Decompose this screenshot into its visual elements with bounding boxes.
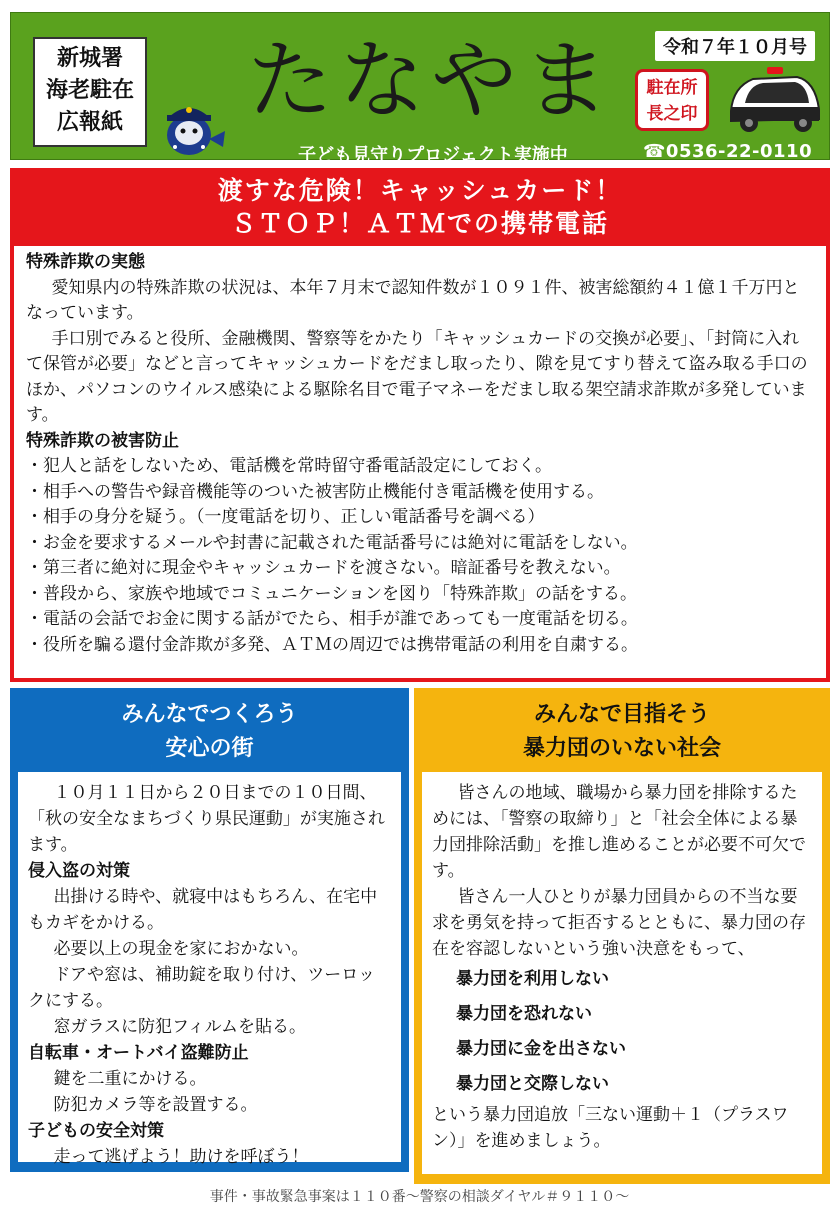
list-item: ・普段から、家族や地域でコミュニケーションを図り「特殊詐欺」の話をする。 xyxy=(26,583,637,604)
list-item: ・お金を要求するメールや封書に記載された電話番号には絶対に電話をしない。 xyxy=(26,532,638,553)
list-item: 防犯カメラ等を設置する。 xyxy=(53,1095,258,1115)
safe-town-heading xyxy=(14,692,405,768)
anti-gang-panel xyxy=(414,688,830,1184)
anti-gang-heading xyxy=(418,692,826,768)
paragraph: 愛知県内の特殊詐欺の状況は、本年７月末で認知件数が１０９１件、被害総額約４１億１千万円となっています。 xyxy=(26,277,800,323)
list-item: ドアや窓は、補助錠を取り付け、ツーロックにする。 xyxy=(28,965,375,1011)
police-mascot-icon xyxy=(153,83,233,163)
heading-line: みんなでつくろう xyxy=(121,702,298,727)
fraud-body xyxy=(14,246,826,658)
fraud-warning-panel xyxy=(10,168,830,682)
paragraph: 手口別でみると役所、金融機関、警察等をかたり「キャッシュカードの交換が必要」、「封筒に入れて保管が必要」などと言ってキャッシュカードをだまし取ったり、隙を見てすり替えて盗み取る手口のほか、パソコンのウイルス感染による駆除名目で電子マネーをだまし取る架空請求詐欺が多発しています。 xyxy=(26,328,808,425)
list-item: 必要以上の現金を家におかない。 xyxy=(53,939,309,959)
slogan: 暴力団を利用しない xyxy=(456,969,609,989)
seal-line: 駐在所 xyxy=(646,78,698,98)
safe-town-body xyxy=(18,772,401,1167)
anti-gang-body xyxy=(422,772,822,1174)
heading-line: 安心の街 xyxy=(165,736,254,761)
stamp-seal xyxy=(635,69,709,131)
heading-line: 暴力団のいない社会 xyxy=(522,736,721,761)
fraud-headline xyxy=(14,172,826,246)
list-item: ・相手への警告や録音機能等のついた被害防止機能付き電話機を使用する。 xyxy=(26,481,604,502)
paragraph: 皆さんの地域、職場から暴力団を排除するためには、「警察の取締り」と「社会全体による暴力団排除活動」を推し進めることが必要不可欠です。 xyxy=(432,783,806,881)
list-item: 出掛ける時や、就寝中はもちろん、在宅中もカギをかける。 xyxy=(28,887,378,933)
list-item: ・犯人と話をしないため、電話機を常時留守番電話設定にしておく。 xyxy=(26,456,552,476)
list-item: 鍵を二重にかける。 xyxy=(53,1069,207,1089)
fraud-headline-line: 渡すな危険！キャッシュカード！ xyxy=(217,176,623,205)
newsletter-title: たなやま xyxy=(247,31,615,131)
newsletter-subtitle: 子ども見守りプロジェクト実施中 xyxy=(298,145,568,166)
list-item: ・第三者に絶対に現金やキャッシュカードを渡さない。暗証番号を教えない。 xyxy=(26,558,621,578)
station-line: 新城署 xyxy=(56,46,123,71)
paragraph: １０月１１日から２０日までの１０日間、「秋の安全なまちづくり県民運動」が実施されます。 xyxy=(28,783,385,855)
footer-emergency-note: 事件・事故緊急事案は１１０番～警察の相談ダイヤル＃９１１０～ xyxy=(209,1189,630,1205)
issue-label: 令和７年１０月号 xyxy=(655,31,815,61)
paragraph: という暴力団追放「三ない運動＋１（プラスワン）」を進めましょう。 xyxy=(432,1105,789,1151)
section-heading: 侵入盗の対策 xyxy=(28,861,130,881)
list-item: ・相手の身分を疑う。（一度電話を切り、正しい電話番号を調べる） xyxy=(26,507,545,527)
heading-line: みんなで目指そう xyxy=(533,702,710,727)
paragraph: 皆さん一人ひとりが暴力団員からの不当な要求を勇気を持って拒否するとともに、暴力団の存在を容認しないという強い決意をもって、 xyxy=(432,887,806,959)
slogan: 暴力団を恐れない xyxy=(456,1004,592,1024)
section-heading: 自転車・オートバイ盗難防止 xyxy=(28,1043,249,1063)
police-car-icon xyxy=(723,63,827,135)
section-heading: 特殊詐欺の実態 xyxy=(26,252,145,272)
fraud-headline-line: ＳＴＯＰ！ＡＴＭでの携帯電話 xyxy=(230,209,609,238)
station-line: 広報紙 xyxy=(56,110,123,135)
slogan: 暴力団と交際しない xyxy=(456,1074,609,1094)
list-item: ・電話の会話でお金に関する話がでたら、相手が誰であっても一度電話を切る。 xyxy=(26,609,638,629)
station-line: 海老駐在 xyxy=(45,78,134,103)
station-label-box xyxy=(33,37,147,147)
list-item: ・役所を騙る還付金詐欺が多発、ＡＴＭの周辺では携帯電話の利用を自粛する。 xyxy=(26,634,638,655)
safe-town-panel xyxy=(10,688,409,1172)
section-heading: 子どもの安全対策 xyxy=(28,1121,164,1141)
newsletter-header xyxy=(10,12,830,166)
section-heading: 特殊詐欺の被害防止 xyxy=(26,430,179,451)
phone-number: ☎0536-22-0110 xyxy=(643,141,813,162)
slogan: 暴力団に金を出さない xyxy=(456,1039,626,1059)
list-item: 走って逃げよう！助けを呼ぼう！ xyxy=(53,1147,309,1167)
seal-line: 長之印 xyxy=(646,104,698,124)
list-item: 窓ガラスに防犯フィルムを貼る。 xyxy=(53,1017,306,1037)
